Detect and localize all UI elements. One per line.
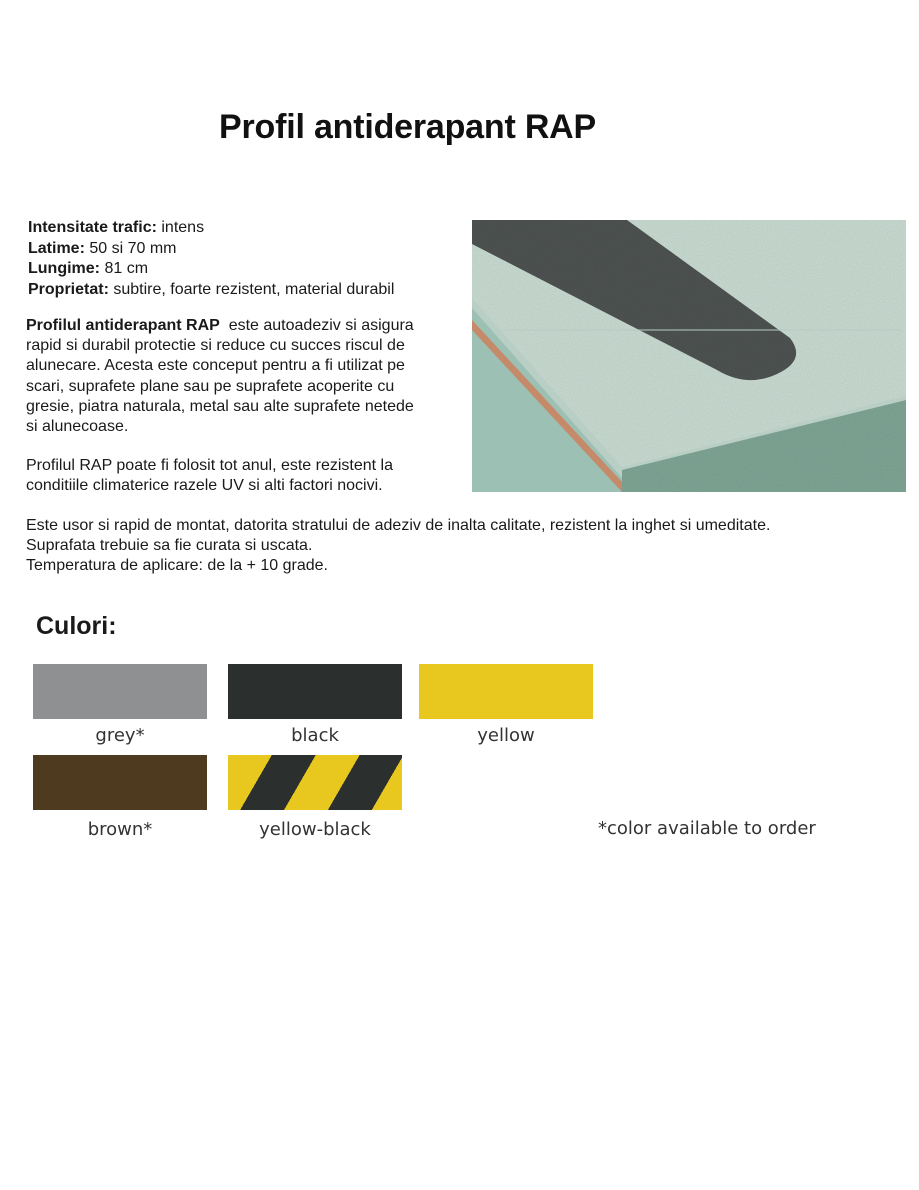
grey-label: grey*	[95, 725, 145, 746]
yellow-black-swatch	[228, 755, 402, 810]
black-swatch	[228, 664, 402, 719]
yellow-label: yellow	[477, 725, 535, 746]
installation-paragraph: Este usor si rapid de montat, datorita stratului de adeziv de inalta calitate, rezistent la inghet si umeditate. Suprafata trebuie sa fie curata si uscata. Temperatura de aplicare: de la + 10 grade.	[26, 517, 771, 575]
black-label: black	[291, 725, 339, 746]
description-paragraph: Profilul antiderapant RAP este autoadeziv si asigura rapid si durabil protectie si reduce cu succes riscul de alunecare. Acesta este conceput pentru a fi utilizat pe scari, suprafete plane sau pe suprafete acoperite cu gresie, piatra naturala, metal sau alte suprafete netede si alunecoase.	[26, 317, 414, 436]
availability-note: *color available to order	[598, 818, 816, 839]
yellow-black-label: yellow-black	[259, 819, 371, 840]
spec-length: Lungime: 81 cm	[28, 260, 149, 277]
page-title: Profil antiderapant RAP	[219, 108, 597, 146]
yellow-swatch	[419, 664, 593, 719]
usage-paragraph: Profilul RAP poate fi folosit tot anul, este rezistent la conditiile climaterice razele UV si alti factori nocivi.	[26, 457, 394, 495]
brown-label: brown*	[87, 819, 153, 840]
product-photo	[472, 220, 906, 492]
spec-traffic: Intensitate trafic: intens	[28, 219, 205, 236]
colors-heading: Culori:	[36, 612, 117, 640]
spec-properties: Proprietat: subtire, foarte rezistent, material durabil	[28, 280, 395, 298]
brown-swatch	[33, 755, 207, 810]
spec-list	[28, 218, 394, 300]
grey-swatch	[33, 664, 207, 719]
spec-width: Latime: 50 si 70 mm	[28, 239, 177, 257]
